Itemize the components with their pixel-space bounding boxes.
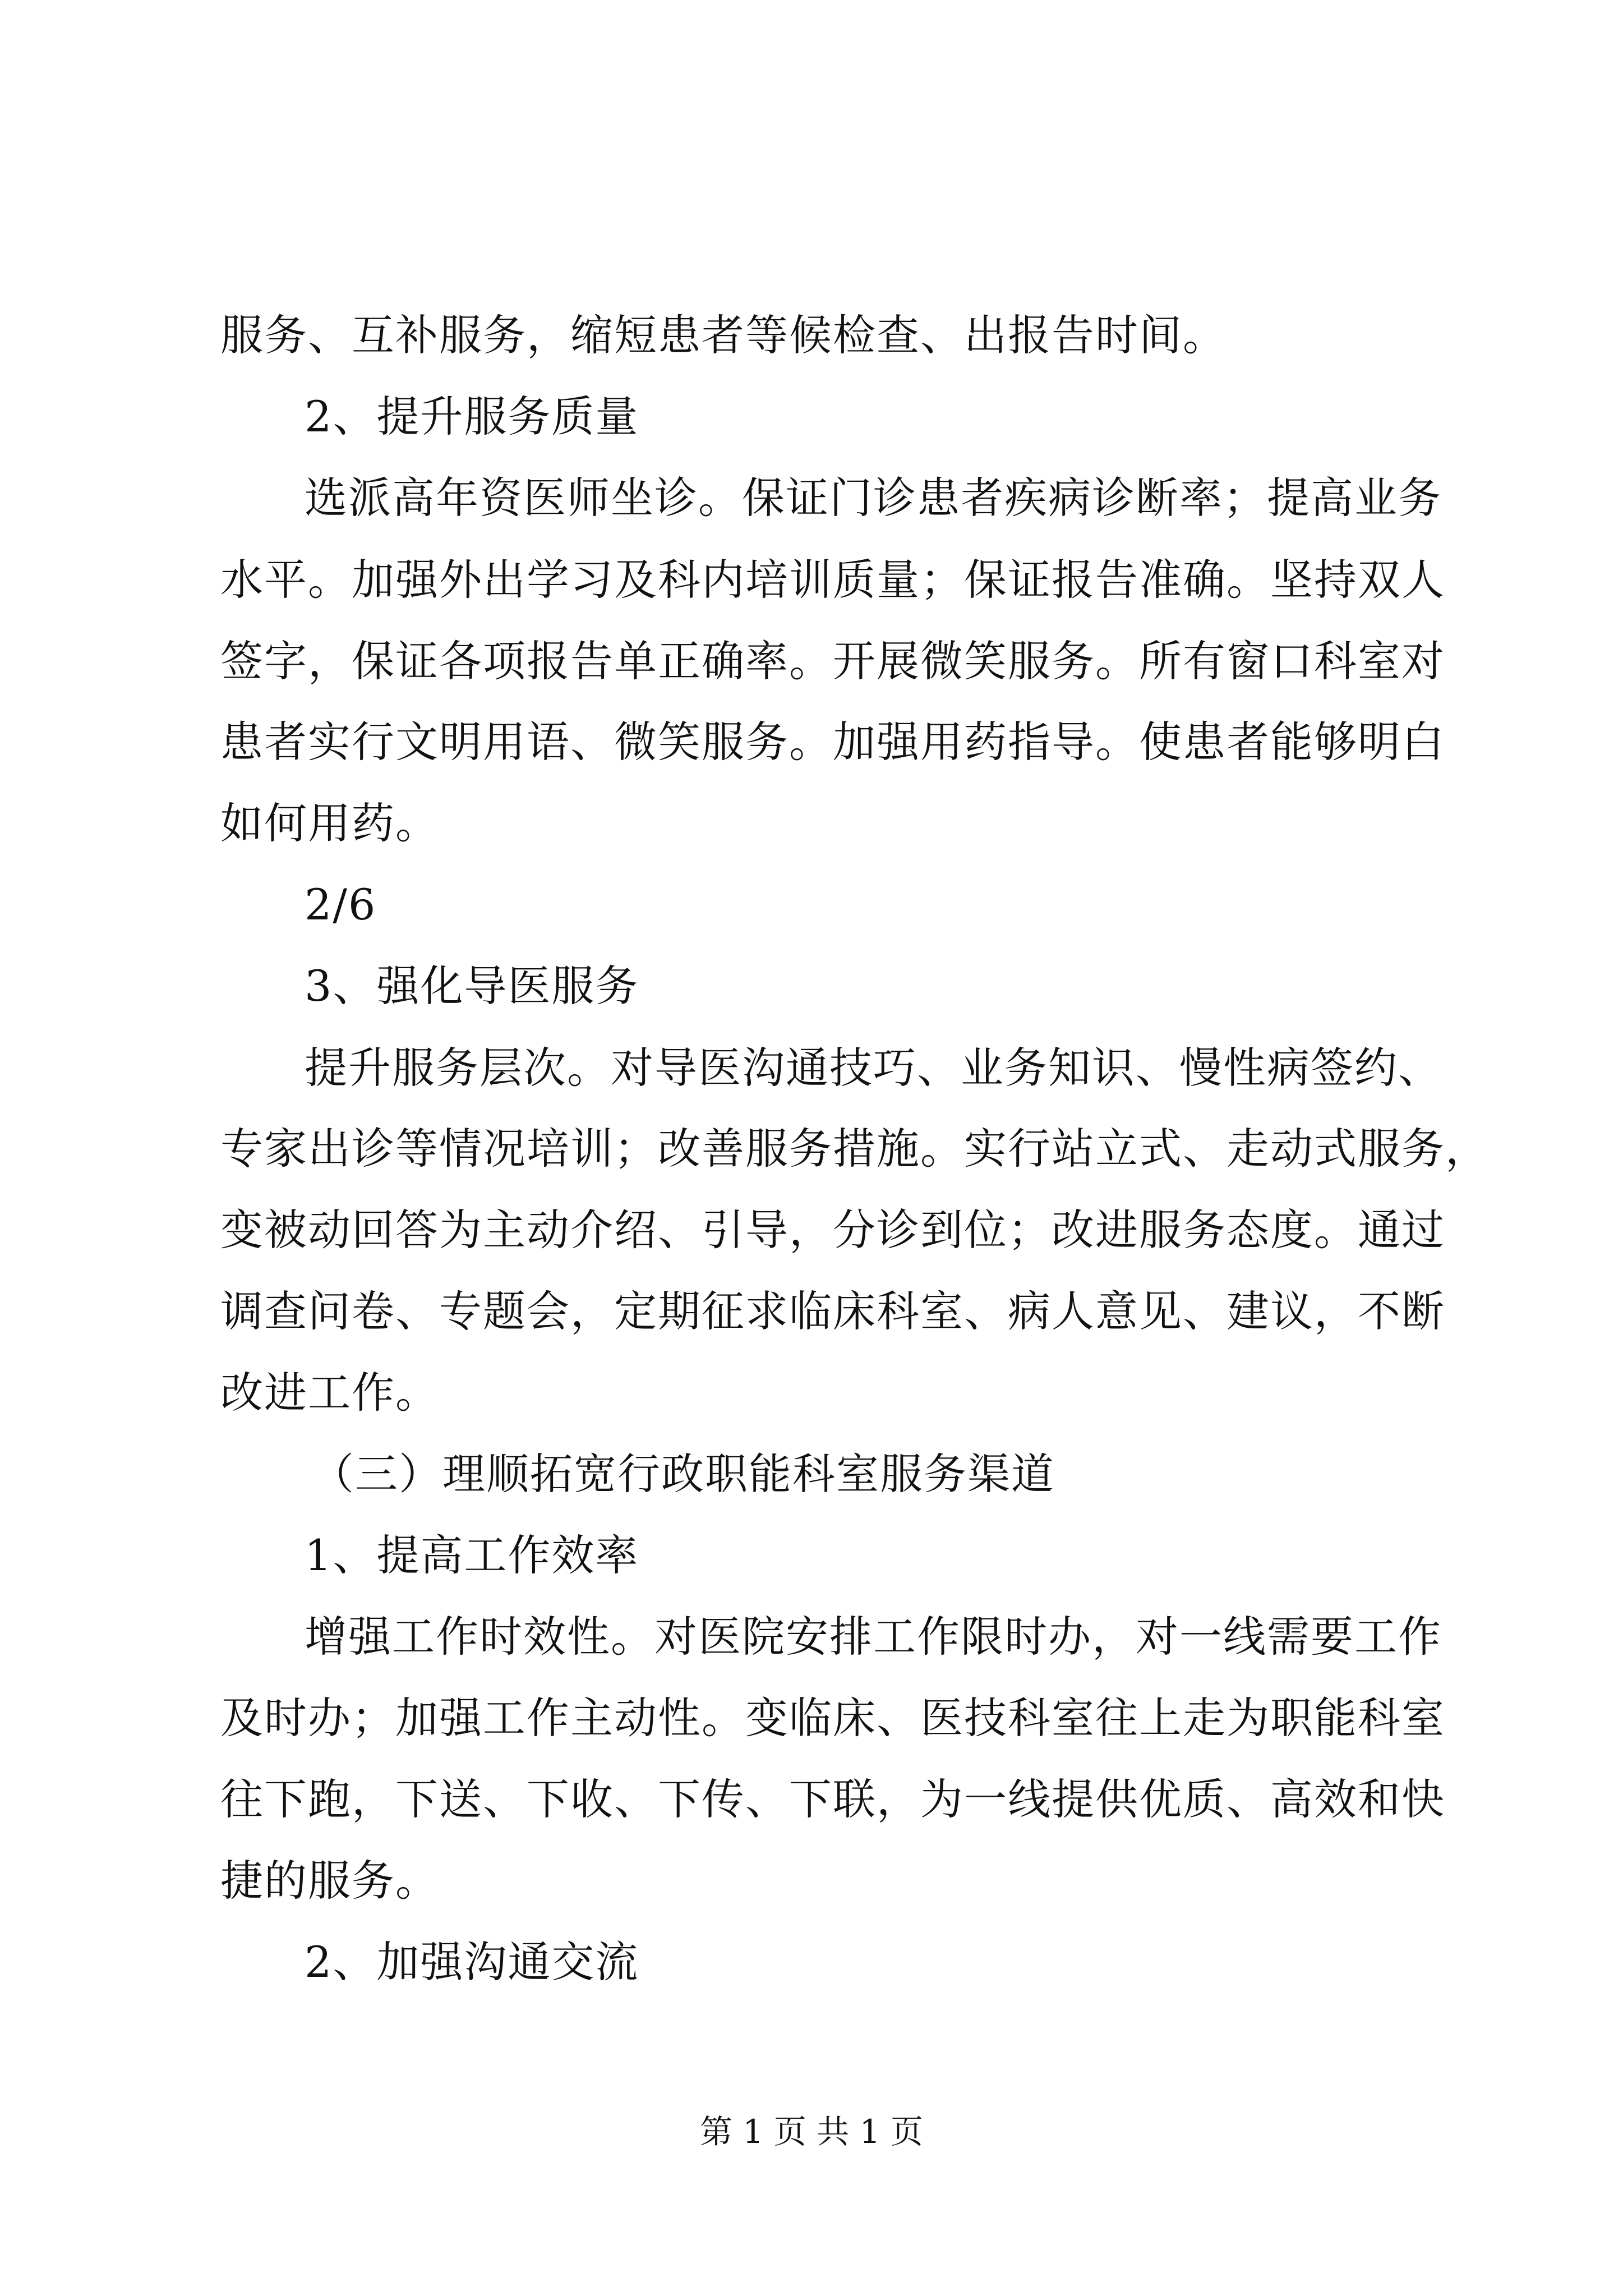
body-text-line: 服务、互补服务，缩短患者等候检查、出报告时间。 bbox=[220, 310, 1227, 360]
section-heading: 2、加强沟通交流 bbox=[305, 1937, 639, 1987]
page-marker: 2/6 bbox=[305, 880, 377, 930]
body-text-line: 如何用药。 bbox=[220, 798, 439, 848]
body-text-line: 患者实行文明用语、微笑服务。加强用药指导。使患者能够明白 bbox=[220, 717, 1445, 767]
body-text-line: 捷的服务。 bbox=[220, 1856, 439, 1906]
section-heading: （三）理顺拓宽行政职能科室服务渠道 bbox=[311, 1449, 1055, 1499]
section-heading: 1、提高工作效率 bbox=[305, 1530, 639, 1580]
body-text-line: 调查问卷、专题会，定期征求临床科室、病人意见、建议，不断 bbox=[220, 1286, 1445, 1336]
page-footer: 第 1 页 共 1 页 bbox=[700, 2113, 923, 2151]
body-text-line: 增强工作时效性。对医院安排工作限时办，对一线需要工作 bbox=[305, 1612, 1442, 1662]
body-text-line: 选派高年资医师坐诊。保证门诊患者疾病诊断率；提高业务 bbox=[305, 473, 1442, 523]
body-text-line: 专家出诊等情况培训；改善服务措施。实行站立式、走动式服务， bbox=[220, 1124, 1489, 1174]
body-text-line: 及时办；加强工作主动性。变临床、医技科室往上走为职能科室 bbox=[220, 1693, 1445, 1743]
section-heading: 2、提升服务质量 bbox=[305, 392, 639, 441]
body-text-line: 变被动回答为主动介绍、引导，分诊到位；改进服务态度。通过 bbox=[220, 1205, 1445, 1255]
body-text-line: 签字，保证各项报告单正确率。开展微笑服务。所有窗口科室对 bbox=[220, 636, 1445, 686]
section-heading: 3、强化导医服务 bbox=[305, 961, 639, 1011]
body-text-line: 提升服务层次。对导医沟通技巧、业务知识、慢性病签约、 bbox=[305, 1043, 1442, 1093]
body-text-line: 往下跑，下送、下收、下传、下联，为一线提供优质、高效和快 bbox=[220, 1774, 1445, 1824]
body-text-line: 水平。加强外出学习及科内培训质量；保证报告准确。坚持双人 bbox=[220, 555, 1445, 605]
body-text-line: 改进工作。 bbox=[220, 1368, 439, 1418]
